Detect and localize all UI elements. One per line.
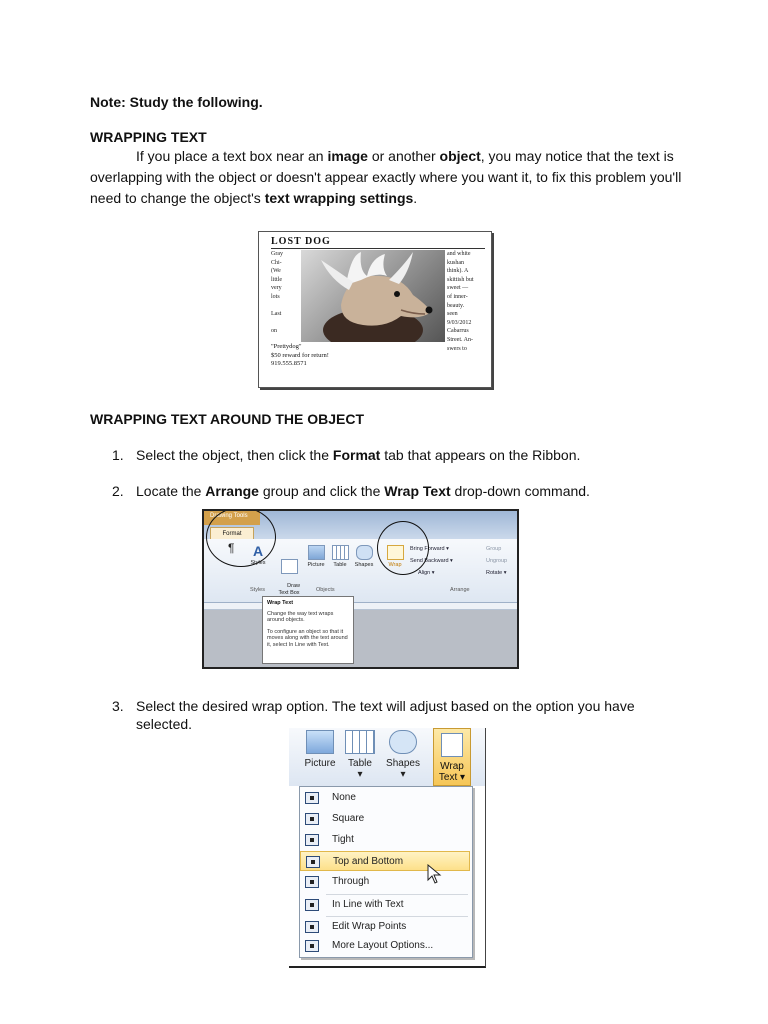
step-number: 1. [112,447,124,463]
menu-item-label: In Line with Text [332,899,404,910]
align-button[interactable]: Align ▾ [418,570,435,576]
menu-item-more-layout-options[interactable] [300,936,470,956]
wrap-inline-icon [305,899,319,911]
wrap-label: Wrap [388,562,402,568]
step-text: group and click the [258,483,385,499]
table-button[interactable] [330,545,350,569]
shapes-button[interactable] [383,730,423,780]
ungroup-button[interactable]: Ungroup [486,558,508,564]
table-icon [332,545,349,560]
picture-label: Picture [307,562,325,568]
send-backward-button[interactable]: Send Backward ▾ [410,558,453,564]
wrap-text-label: Text ▾ [438,772,466,783]
menu-item-square[interactable] [300,809,470,829]
intro-bold-settings: text wrapping settings [264,190,414,206]
wrap-button-highlight-circle [377,521,429,575]
wrap-label: Wrap [440,761,464,772]
step-number: 2. [112,483,124,499]
intro-text-3: , you may notice that the text is overlapping with the object or doesn't appear exactly where you want it, to fix this problem you'll need to change the object's [90,148,682,206]
edit-wrap-points-icon [305,921,319,933]
wrap-options-menu [299,786,473,958]
wrapping-around-heading: WRAPPING TEXT AROUND THE OBJECT [90,411,365,427]
table-label: Table [333,562,347,568]
picture-button[interactable] [304,545,328,569]
styles-label: Styles [250,560,266,566]
dog-illustration [301,250,445,342]
text-box-icon [281,559,298,574]
dropdown-arrow: ▾ [400,769,406,780]
format-tab[interactable]: Format [210,527,254,541]
menu-item-label: Edit Wrap Points [332,921,407,932]
wrap-text-icon [441,733,463,757]
shapes-label: Shapes [354,562,374,568]
menu-item-through[interactable] [300,872,470,892]
shapes-icon [389,730,417,754]
step-bold-wrap-text: Wrap Text [384,483,451,499]
menu-item-in-line-with-text[interactable] [300,895,470,915]
step-text: Locate the [136,483,206,499]
picture-label: Picture [304,758,336,769]
menu-item-label: None [332,792,356,803]
flyer-bottom-text: "Prettydog" $50 reward for return! 919.555.8571 [271,343,329,367]
step-text: Select the object, then click the [136,447,333,463]
menu-ribbon [289,728,485,786]
layout-options-icon [305,940,319,952]
wrapping-text-heading: WRAPPING TEXT [90,129,207,145]
shapes-label: Shapes [386,758,420,769]
bring-forward-button[interactable]: Bring Forward ▾ [410,546,449,552]
picture-icon [308,545,325,560]
table-label: Table [348,758,372,769]
mouse-cursor-icon [427,864,443,884]
group-button[interactable]: Group [486,546,502,552]
dropdown-arrow [319,769,322,780]
menu-item-tight[interactable] [300,830,470,850]
menu-item-top-and-bottom[interactable] [300,851,470,871]
pilcrow-icon[interactable]: ¶ [228,541,235,555]
step-bold-arrange: Arrange [205,483,259,499]
step-1 [112,446,580,464]
dropdown-arrow: ▾ [357,769,363,780]
wrap-menu-screenshot [289,728,486,968]
table-button[interactable] [343,730,377,780]
wrap-text-button[interactable] [433,728,471,786]
rotate-button[interactable]: Rotate ▾ [486,570,507,576]
step-bold-format: Format [332,447,381,463]
wrap-none-icon [305,792,319,804]
drawing-tools-label: Drawing Tools [204,511,260,525]
shapes-button[interactable] [352,545,376,569]
tooltip-text-1: Change the way text wraps around objects. [267,610,334,624]
styles-icon: A [252,543,264,559]
picture-icon [306,730,334,754]
tooltip-text-2: To configure an object so that it moves along with the text around it, select In Line with Text. [267,628,348,648]
dog-photo [301,250,445,342]
arrange-group-label: Arrange [450,587,470,593]
menu-item-edit-wrap-points[interactable] [300,917,470,937]
shapes-icon [356,545,373,560]
styles-group-label: Styles [250,587,265,593]
flyer-left-column: Gray Chi- (We little very lots Last on [271,251,283,335]
menu-item-label: More Layout Options... [332,940,434,951]
menu-item-label: Tight [332,834,354,845]
intro-text-4: . [413,190,418,206]
lost-dog-flyer-figure [258,231,492,388]
document-area [204,610,517,667]
ruler [204,603,517,610]
step-text: drop-down command. [450,483,590,499]
step-text: tab that appears on the Ribbon. [380,447,581,463]
menu-item-none[interactable] [300,788,470,808]
tooltip-title: Wrap Text [267,600,294,606]
step-number: 3. [112,698,124,714]
intro-paragraph [90,146,700,209]
wrap-top-bottom-icon [306,856,320,868]
table-icon [345,730,375,754]
flyer-rule [271,248,485,249]
step-text: selected. [136,716,193,732]
intro-bold-object: object [439,148,481,164]
intro-bold-image: image [327,148,368,164]
wrap-tight-icon [305,834,319,846]
wrap-square-icon [305,813,319,825]
wrap-through-icon [305,876,319,888]
note-heading: Note: Study the following. [90,94,263,110]
picture-button[interactable] [303,730,337,780]
intro-text-1: If you place a text box near an [136,148,328,164]
menu-item-label: Top and Bottom [333,856,404,867]
format-tab-highlight-circle [206,509,276,567]
menu-item-label: Square [332,813,365,824]
intro-text-2: or another [367,148,440,164]
wrap-text-tooltip [262,596,354,664]
step-text: Select the desired wrap option. The text will adjust based on the option you have [136,698,635,714]
step-2 [112,482,590,500]
objects-group-label: Objects [316,587,335,593]
flyer-right-column: and white kushan think). A skittish but sweet — of inner- beauty. seen 9/03/2012 Cabarrus Street. An- swers to [447,251,474,352]
flyer-title: LOST DOG [271,236,331,247]
menu-item-label: Through [332,876,370,887]
draw-text-box-label: Draw Text Box [278,583,300,596]
ribbon-screenshot [202,509,519,669]
